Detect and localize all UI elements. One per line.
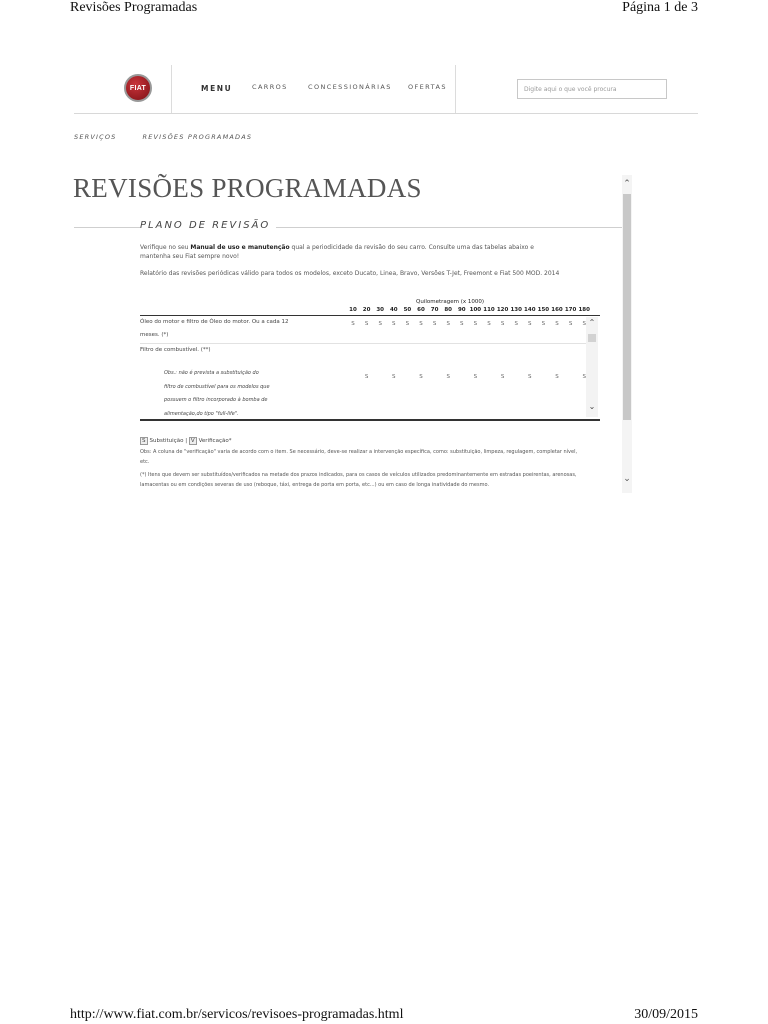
table-cell: S bbox=[392, 374, 396, 380]
obs-line: possuem o filtro incorporado à bomba de bbox=[164, 397, 268, 403]
legend-v-box: V bbox=[190, 438, 195, 444]
km-column-header: 160 bbox=[551, 307, 563, 313]
km-column-header: 170 bbox=[564, 307, 577, 313]
table-cell: S bbox=[446, 374, 450, 380]
frame-scrollbar[interactable] bbox=[622, 175, 632, 493]
row-oil-line1: Óleo do motor e filtro de Óleo do motor. Ou a cada 12 bbox=[140, 319, 289, 325]
row-fuel-obs bbox=[164, 367, 284, 421]
legend-s-box: S bbox=[142, 438, 146, 444]
km-column-header: 20 bbox=[362, 307, 371, 313]
km-column-header: 140 bbox=[524, 307, 536, 313]
revision-table bbox=[140, 299, 600, 421]
table-bottom-rule bbox=[140, 419, 600, 421]
km-group-header: Quilometragem (x 1000) bbox=[416, 299, 485, 305]
note-line: Obs: A coluna de "verificação" varia de acordo com o item. Se necessário, deve-se realizar a intervenção específica, como: substituição, limpeza, regulagem, completar nível, bbox=[140, 449, 578, 455]
table-cell: S bbox=[582, 374, 586, 380]
km-column-header: 130 bbox=[510, 307, 522, 313]
km-column-header: 150 bbox=[537, 307, 550, 313]
table-cell: S bbox=[500, 374, 505, 380]
table-cell: S bbox=[364, 374, 369, 380]
print-page-number: Página 1 de 3 bbox=[622, 0, 698, 15]
table-cell: S bbox=[351, 321, 355, 327]
km-column-header: 90 bbox=[457, 307, 466, 313]
table-scrollbar[interactable] bbox=[586, 317, 598, 417]
km-column-header: 40 bbox=[389, 307, 398, 313]
print-date: 30/09/2015 bbox=[634, 1007, 698, 1022]
notes-star bbox=[140, 470, 600, 490]
intro-text bbox=[140, 243, 560, 261]
print-title: Revisões Programadas bbox=[70, 0, 198, 15]
table-cell: S bbox=[500, 321, 505, 327]
nav-link-concessionarias[interactable]: CONCESSIONÁRIAS bbox=[308, 83, 392, 91]
km-column-header: 60 bbox=[417, 307, 425, 313]
table-cell: S bbox=[555, 374, 559, 380]
table-cell: S bbox=[364, 321, 369, 327]
row-fuel-label: Filtro de combustível. (**) bbox=[140, 347, 211, 353]
km-column-header: 120 bbox=[496, 307, 509, 313]
revision-plan-frame bbox=[74, 175, 632, 493]
table-cell: S bbox=[473, 321, 478, 327]
scroll-down-icon[interactable]: ⌄ bbox=[588, 402, 596, 411]
table-cell: S bbox=[514, 321, 518, 327]
scroll-up-icon[interactable]: ⌃ bbox=[588, 318, 596, 327]
relatorio-text: Relatório das revisões periódicas válido para todos os modelos, exceto Ducato, Linea, Bravo, Versões T-Jet, Freemont e Fiat 500 MOD. 2014 bbox=[140, 270, 560, 277]
table-cell: S bbox=[432, 321, 437, 327]
km-column-header: 70 bbox=[430, 307, 439, 313]
breadcrumb-servicos[interactable]: SERVIÇOS bbox=[74, 133, 117, 141]
table-cell: S bbox=[446, 321, 450, 327]
row-oil-label bbox=[140, 316, 300, 342]
scroll-down-icon[interactable]: ⌄ bbox=[623, 474, 631, 484]
note-line: (*) Itens que devem ser substituídos/verificados na metade dos prazos indicados, para os casos de veículos utilizados predominantemente em estradas poeirentas, arenosas, bbox=[140, 472, 577, 478]
note-line: lamacentas ou em condições severas de uso (reboque, táxi, entrega de porta em porta, etc...) ou em caso de longa inatividade do mesmo. bbox=[140, 482, 490, 488]
nav-divider bbox=[455, 65, 456, 113]
km-column-header: 110 bbox=[483, 307, 495, 313]
breadcrumb-revisoes[interactable]: REVISÕES PROGRAMADAS bbox=[142, 133, 253, 141]
table-cell: S bbox=[378, 321, 382, 327]
table-cell: S bbox=[460, 321, 464, 327]
legend-v-text: Verificação* bbox=[198, 438, 232, 444]
table-cell: S bbox=[582, 321, 586, 327]
top-navbar bbox=[74, 65, 698, 113]
legend-s-text: Substituição bbox=[149, 438, 184, 444]
table-cell: S bbox=[405, 321, 410, 327]
km-column-header: 30 bbox=[376, 307, 385, 313]
fiat-logo[interactable] bbox=[124, 74, 152, 102]
table-cell: S bbox=[487, 321, 491, 327]
table-cell: S bbox=[473, 374, 478, 380]
manual-link[interactable]: Manual de uso e manutenção bbox=[190, 244, 290, 251]
nav-divider bbox=[171, 65, 172, 113]
table-cell: S bbox=[555, 321, 559, 327]
menu-button[interactable]: MENU bbox=[201, 84, 233, 93]
table-cell: S bbox=[568, 321, 573, 327]
frame-scroll-thumb[interactable] bbox=[623, 194, 631, 420]
table-cell: S bbox=[528, 321, 532, 327]
km-column-header: 10 bbox=[349, 307, 357, 313]
breadcrumb bbox=[74, 133, 252, 141]
km-column-header: 80 bbox=[444, 307, 453, 313]
legend bbox=[140, 437, 231, 445]
intro-after: qual a periodicidade da revisão do seu carro. Consulte uma das tabelas abaixo e mantenha seu Fiat sempre novo! bbox=[140, 244, 534, 260]
intro-before: Verifique no seu bbox=[140, 244, 189, 251]
table-cell: S bbox=[419, 321, 423, 327]
notes-obs bbox=[140, 447, 600, 467]
navbar-divider bbox=[74, 113, 698, 114]
obs-line: alimentação,do tipo "full-life". bbox=[164, 410, 239, 417]
row-oil-line2: meses. (*) bbox=[140, 332, 169, 338]
nav-link-carros[interactable]: CARROS bbox=[252, 83, 288, 91]
print-url: http://www.fiat.com.br/servicos/revisoes-programadas.html bbox=[70, 1007, 404, 1022]
page-title: REVISÕES PROGRAMADAS bbox=[73, 173, 422, 203]
table-cell: S bbox=[528, 374, 532, 380]
scroll-up-icon[interactable]: ⌃ bbox=[623, 179, 631, 189]
table-cell: S bbox=[419, 374, 423, 380]
legend-separator: | bbox=[185, 438, 188, 444]
km-column-header: 100 bbox=[469, 307, 482, 313]
nav-link-ofertas[interactable]: OFERTAS bbox=[408, 83, 447, 91]
km-column-header: 180 bbox=[578, 307, 590, 313]
search-input[interactable] bbox=[517, 79, 667, 99]
obs-line: Obs.: não é prevista a substituição do bbox=[164, 370, 259, 376]
km-column-header: 50 bbox=[403, 307, 412, 313]
table-scroll-thumb[interactable] bbox=[588, 334, 596, 342]
section-title: PLANO DE REVISÃO bbox=[140, 220, 276, 231]
print-footer bbox=[70, 1007, 698, 1023]
note-line: etc. bbox=[140, 459, 150, 465]
table-cell: S bbox=[541, 321, 546, 327]
table-cell: S bbox=[392, 321, 396, 327]
print-header bbox=[70, 0, 698, 16]
obs-line: filtro de combustível para os modelos que bbox=[164, 383, 270, 390]
logo-text: FIAT bbox=[129, 84, 147, 92]
